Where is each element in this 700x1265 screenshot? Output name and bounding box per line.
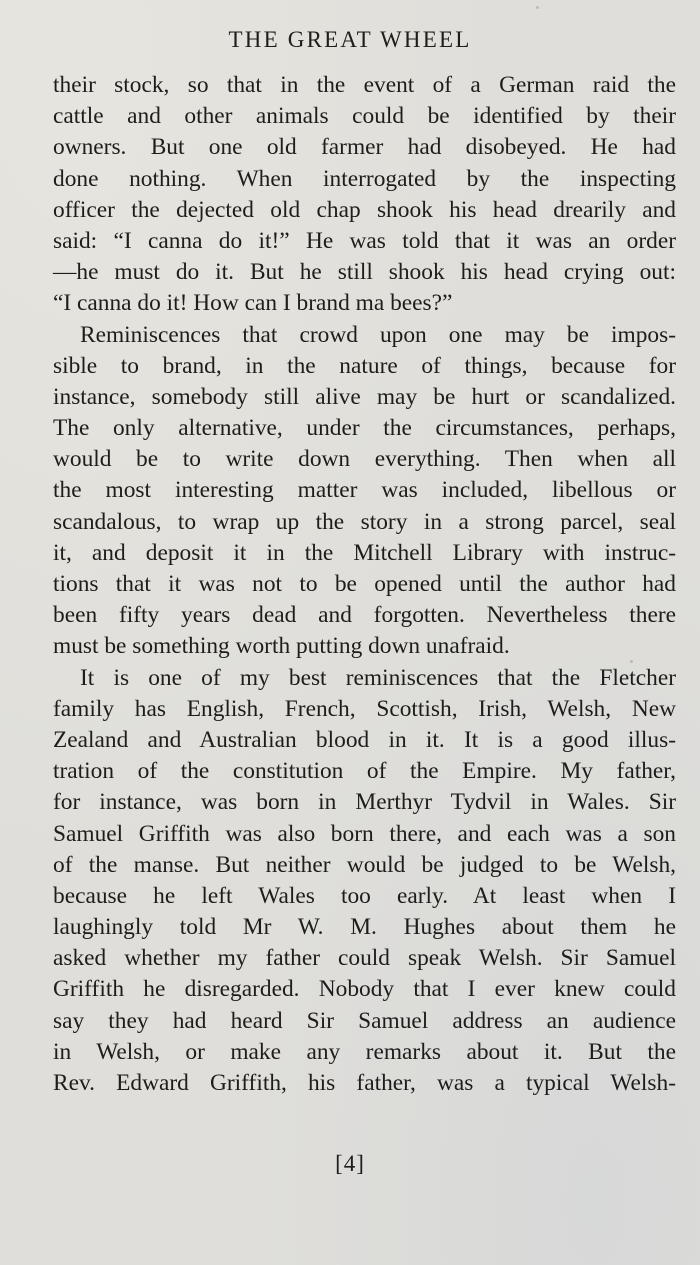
paper-speck	[536, 6, 539, 9]
text-line: Reminiscences that crowd upon one may be impos-	[80, 321, 676, 348]
text-line: done nothing. When interrogated by the inspecting	[53, 165, 676, 192]
body-text	[53, 70, 676, 1099]
text-line: been fifty years dead and forgotten. Nevertheless there	[53, 602, 676, 629]
text-line: asked whether my father could speak Welsh. Sir Samuel	[53, 945, 676, 972]
text-line: for instance, was born in Merthyr Tydvil in Wales. Sir	[53, 789, 676, 816]
text-line: Samuel Griffith was also born there, and each was a son	[53, 820, 676, 847]
text-line: because he left Wales too early. At least when I	[53, 882, 676, 909]
text-line: “I canna do it! How can I brand ma bees?”	[53, 290, 453, 317]
text-line: sible to brand, in the nature of things, because for	[53, 352, 676, 379]
text-line: laughingly told Mr W. M. Hughes about them he	[53, 914, 676, 941]
text-line: scandalous, to wrap up the story in a strong parcel, seal	[53, 508, 676, 535]
text-line: in Welsh, or make any remarks about it. But the	[53, 1038, 676, 1065]
text-line: their stock, so that in the event of a German raid the	[53, 72, 676, 98]
page-number: [4]	[335, 1151, 365, 1176]
text-line: family has English, French, Scottish, Irish, Welsh, New	[53, 695, 676, 722]
text-line: tions that it was not to be opened until the author had	[53, 571, 676, 597]
text-line: of the manse. But neither would be judged to be Welsh,	[53, 851, 676, 878]
text-line: Griffith he disregarded. Nobody that I ever knew could	[53, 976, 676, 1003]
text-line: said: “I canna do it!” He was told that it was an order	[53, 227, 676, 254]
text-line: Rev. Edward Griffith, his father, was a typical Welsh-	[53, 1070, 676, 1096]
text-line: the most interesting matter was included, libellous or	[53, 477, 676, 504]
text-line: It is one of my best reminiscences that the Fletcher	[80, 664, 676, 691]
text-line: The only alternative, under the circumstances, perhaps,	[53, 415, 676, 442]
text-line: would be to write down everything. Then when all	[53, 446, 676, 473]
text-line: Zealand and Australian blood in it. It is a good illus-	[53, 726, 676, 753]
text-line: tration of the constitution of the Empire. My father,	[53, 758, 676, 785]
running-head: THE GREAT WHEEL	[228, 27, 472, 52]
text-line: owners. But one old farmer had disobeyed. He had	[53, 134, 676, 161]
text-line: it, and deposit it in the Mitchell Library with instruc-	[53, 539, 676, 566]
text-line: cattle and other animals could be identified by their	[53, 103, 676, 130]
text-line: officer the dejected old chap shook his head drearily and	[53, 196, 676, 223]
text-line: instance, somebody still alive may be hurt or scandalized.	[53, 383, 676, 410]
text-line: say they had heard Sir Samuel address an audience	[53, 1007, 676, 1034]
text-line: —he must do it. But he still shook his head crying out:	[53, 259, 676, 286]
text-line: must be something worth putting down unafraid.	[53, 633, 510, 660]
